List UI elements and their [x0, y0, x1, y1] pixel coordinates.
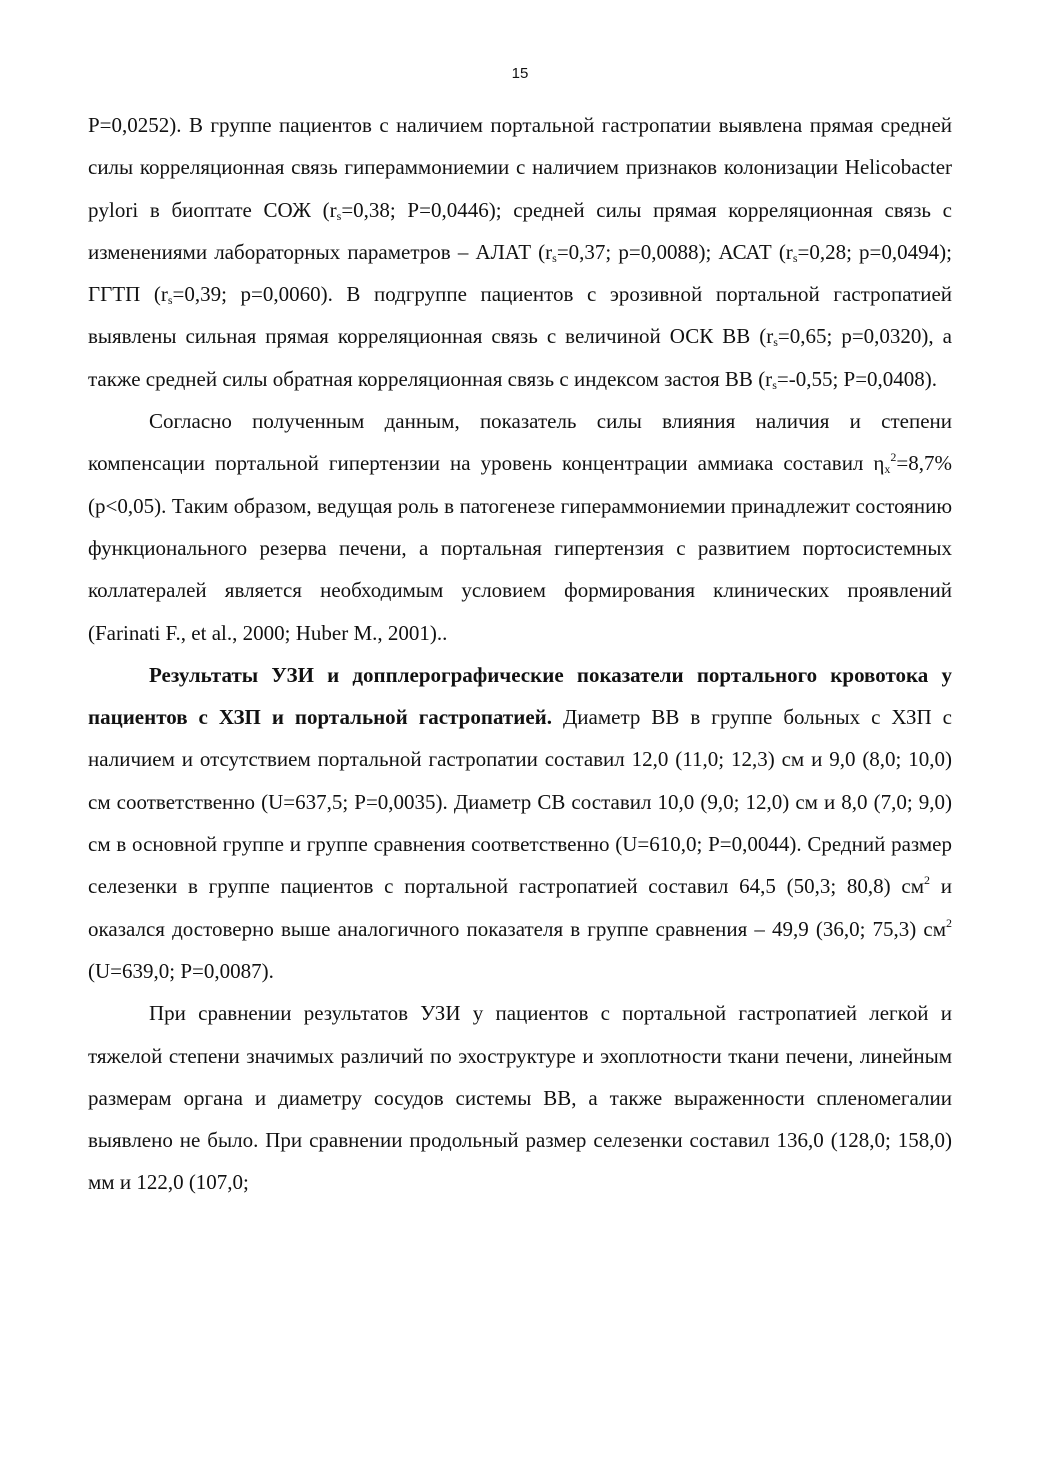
page-body: [88, 104, 952, 1204]
paragraph-influence: Согласно полученным данным, показатель силы влияния наличия и степени компенсации портальной гипертензии на уровень концентрации аммиака составил $\eta_x^2=8,7\%$ (p<0,05). Таким образом, ведущая роль в патогенезе гипераммониемии принадлежит состоянию функционального резерва печени, а портальная гипертензия с развитием портосистемных коллатералей является необходимым условием формирования клинических проявлений (Farinati F., et al., 2000; Huber M., 2001)..: [88, 409, 953, 645]
paragraph-ultrasound-results: Результаты УЗИ и допплерографические показатели портального кровотока у пациентов с ХЗП и портальной гастропатией. Диаметр ВВ в группе больных с ХЗП с наличием и отсутствием портальной гастропатии составил 12,0 (11,0; 12,3) см и 9,0 (8,0; 10,0) см соответственно (U=637,5; P=0,0035). Диаметр СВ составил 10,0 (9,0; 12,0) см и 8,0 (7,0; 9,0) см в основной группе и группе сравнения соответственно (U=610,0; P=0,0044). Средний размер селезенки в группе пациентов с портальной гастропатией составил 64,5 (50,3; 80,8) $см^2$ и оказался достоверно выше аналогичного показателя в группе сравнения – 49,9 (36,0; 75,3) $см^2$ (U=639,0; P=0,0087).: [88, 662, 953, 983]
paragraph-correlations: P=0,0252). В группе пациентов с наличием портальной гастропатии выявлена прямая средней силы корреляционная связь гипераммониемии с наличием признаков колонизации Helicobacter pylori в биоптате СОЖ ($r_s=0,38$; P=0,0446); средней силы прямая корреляционная связь с изменениями лабораторных параметров – АЛАТ ($r_s=0,37$; p=0,0088); АСАТ ($r_s=0,28$; p=0,0494); ГГТП ($r_s=0,39$; p=0,0060). В подгруппе пациентов с эрозивной портальной гастропатией выявлены сильная прямая корреляционная связь с величиной ОСК ВВ ($r_s=0,65$; p=0,0320), а также средней силы обратная корреляционная связь с индексом застоя ВВ ($r_s=-0,55$; P=0,0408).: [88, 113, 953, 392]
page-number: 15: [511, 65, 529, 82]
paragraph-comparison: При сравнении результатов УЗИ у пациентов с портальной гастропатией легкой и тяжелой степени значимых различий по эхоструктуре и эхоплотности ткани печени, линейным размерам органа и диаметру сосудов системы ВВ, а также выраженности спленомегалии выявлено не было. При сравнении продольный размер селезенки составил 136,0 (128,0; 158,0) мм и 122,0 (107,0;: [88, 1001, 953, 1195]
section-heading: Результаты УЗИ и допплерографические показатели портального кровотока у пациентов с ХЗП и портальной гастропатией.: [88, 662, 952, 730]
